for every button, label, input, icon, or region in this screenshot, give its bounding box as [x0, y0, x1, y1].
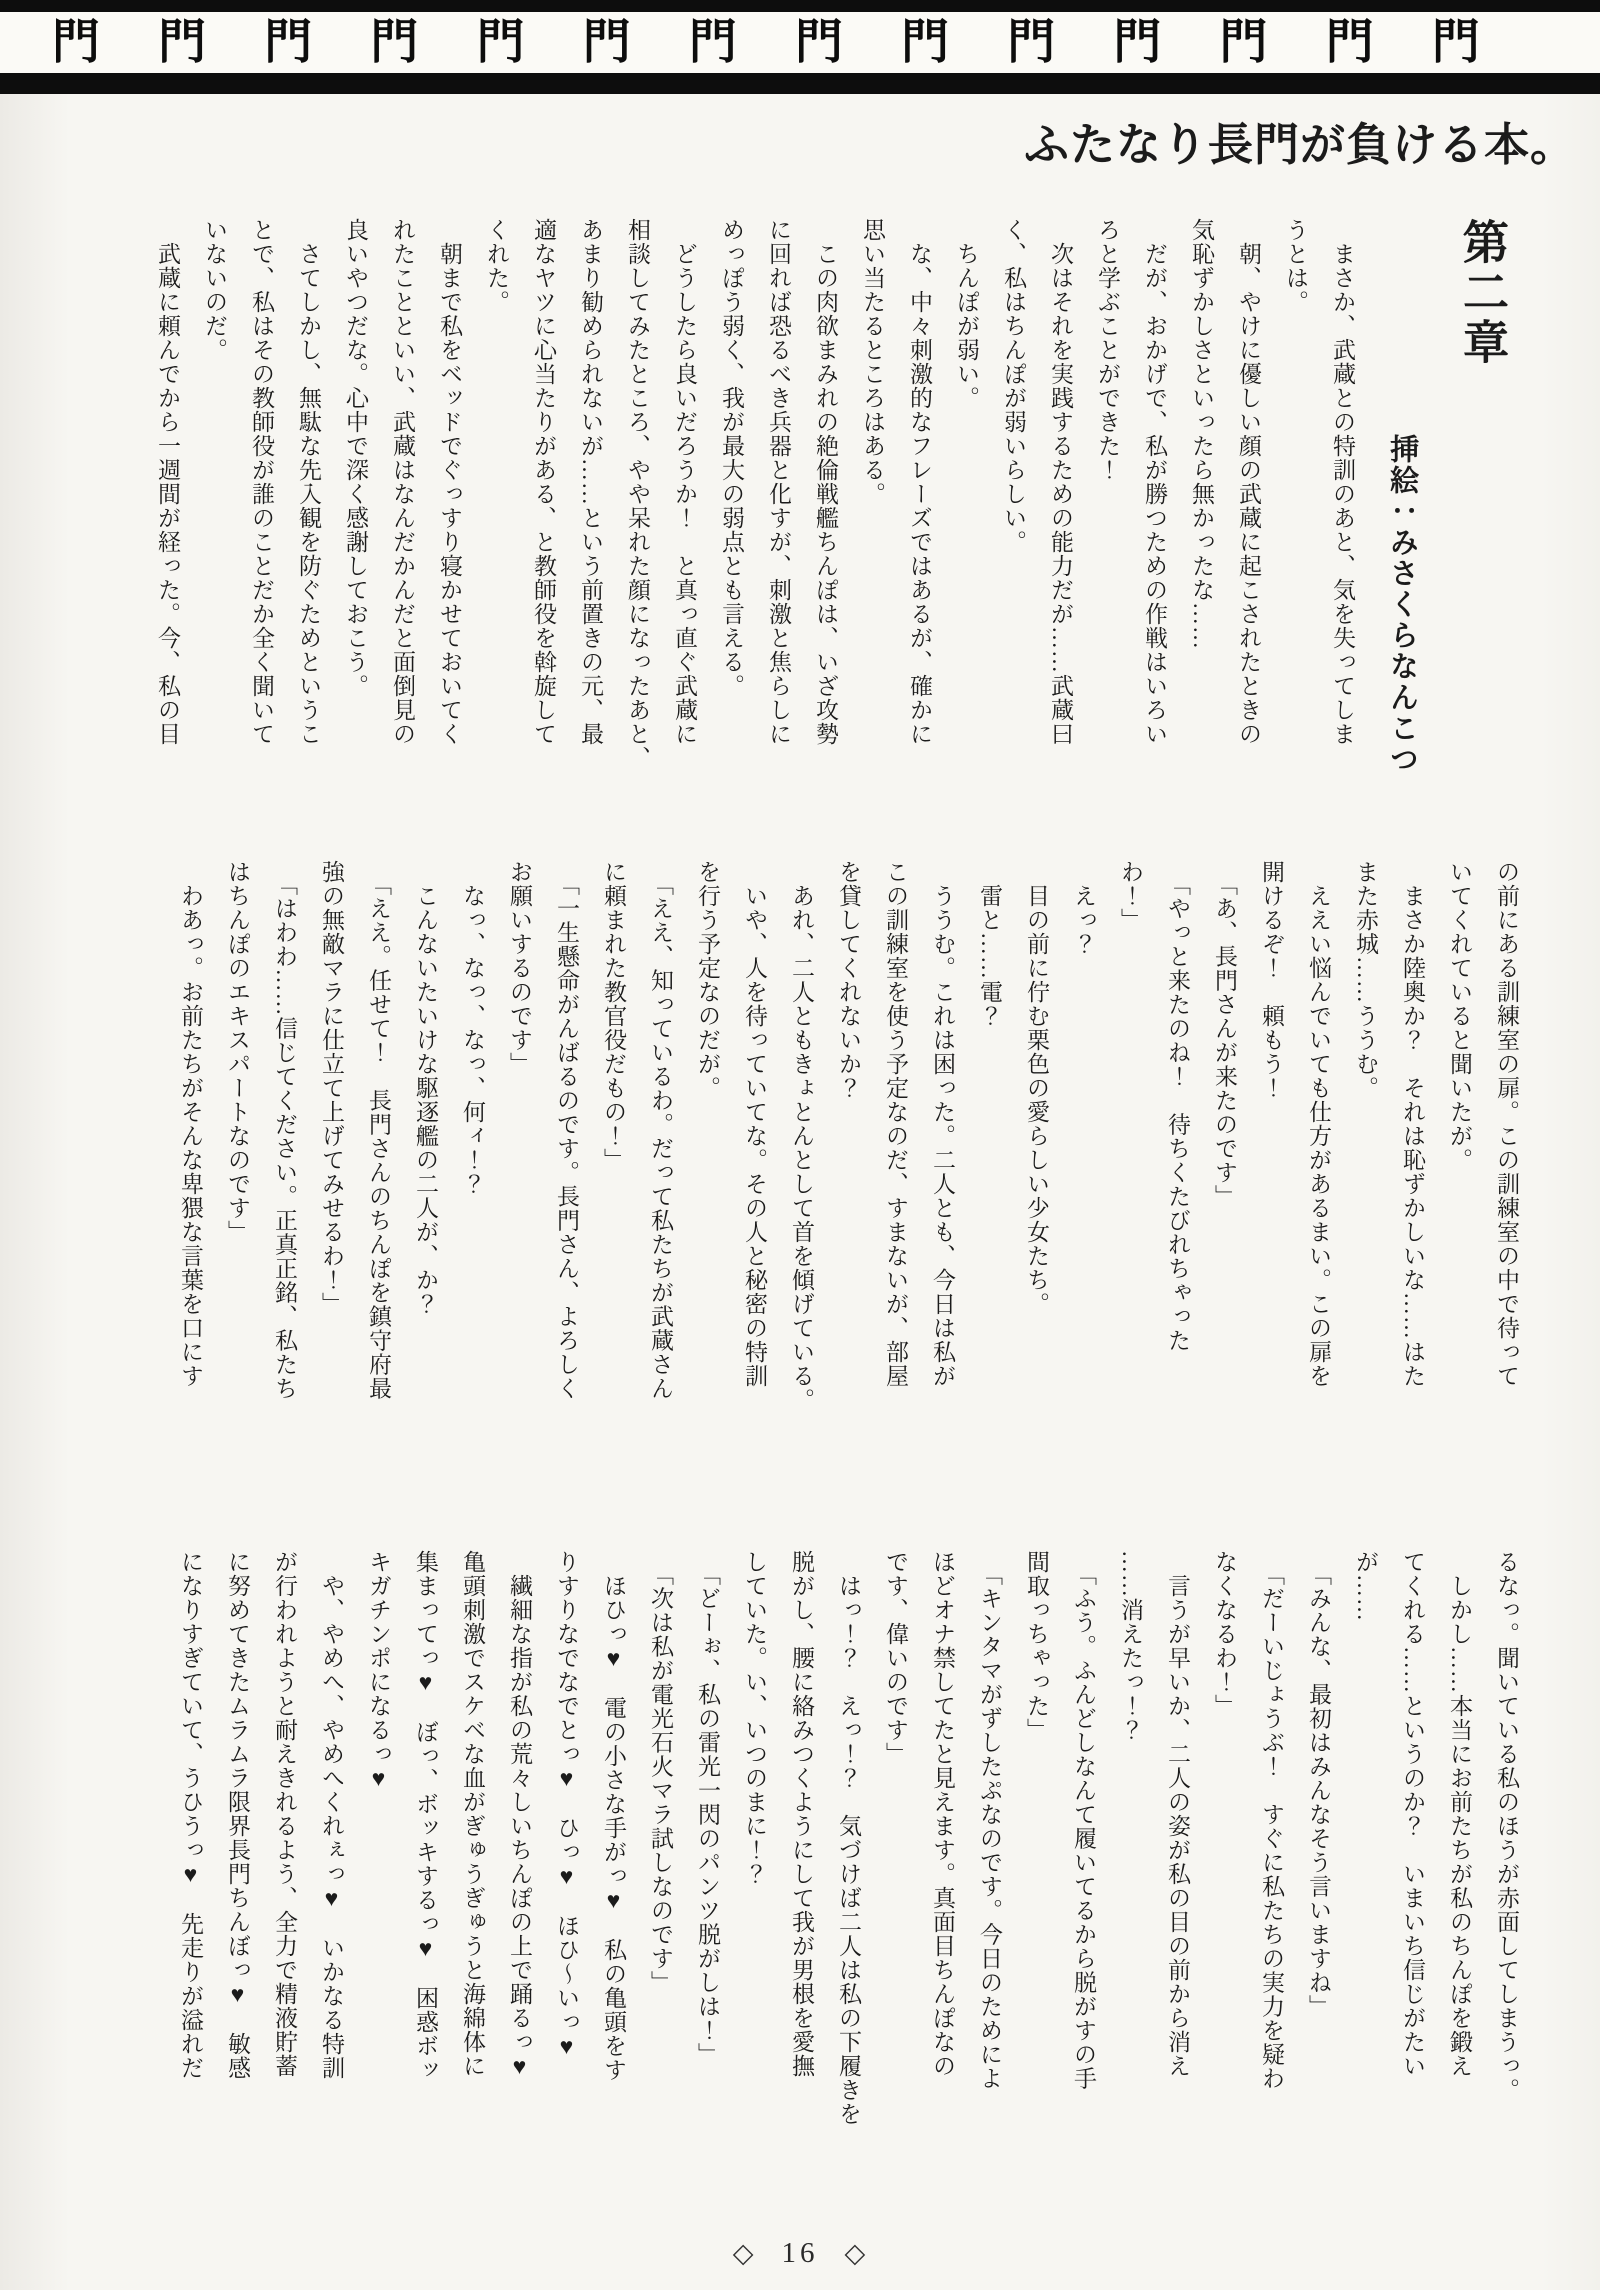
text-column: てくれる……というのか？ いまいち信じがたい: [1400, 1550, 1425, 2078]
ornamental-header-band: [0, 0, 1600, 94]
text-column: また赤城……ううむ。: [1353, 860, 1378, 1100]
text-column: ううむ。これは困った。二人とも、今日は私が: [930, 860, 955, 1388]
text-column: 亀頭刺激でスケベな血がぎゅうぎゅうと海綿体に: [460, 1550, 485, 2078]
text-column: していた。い、いつのまに！？: [742, 1550, 767, 1886]
kamon-gate-glyph: 門: [264, 15, 313, 69]
text-column: なっ、なっ、なっ、何ィ！？: [460, 860, 485, 1196]
kamon-gate-glyph: 門: [1219, 15, 1268, 69]
text-column: 開けるぞ！ 頼もう！: [1259, 860, 1284, 1100]
text-column: 「ふう。ふんどしなんて履いてるから脱がすの手: [1071, 1550, 1096, 2091]
kamon-gate-glyph: 門: [1007, 15, 1056, 69]
text-column: うとは。: [1283, 218, 1308, 314]
text-column: 「だーいじょうぶ！ すぐに私たちの実力を疑わ: [1259, 1550, 1284, 2091]
text-column: 良いやつだな。心中で深く感謝しておこう。: [343, 218, 368, 698]
text-column: 集まってっ♥ ぼっ、ボッキするっ♥ 困惑ボッ: [413, 1550, 438, 2082]
text-column: 目の前に佇む栗色の愛らしい少女たち。: [1024, 860, 1049, 1316]
text-column: 朝まで私をベッドでぐっすり寝かせておいてく: [437, 218, 462, 746]
text-column: 気恥ずかしさといったら無かったな……: [1189, 218, 1214, 650]
text-column: ええい悩んでいても仕方があるまい。この扉を: [1306, 860, 1331, 1388]
text-column: この肉欲まみれの絶倫戦艦ちんぽは、いざ攻勢: [813, 218, 838, 746]
kamon-gate-glyph: 門: [794, 15, 843, 69]
text-column: くれた。: [484, 218, 509, 314]
text-column: や、やめへ、やめへくれぇっ♥ いかなる特訓: [319, 1550, 344, 2080]
text-column: はっ！？ えっ！？ 気づけば二人は私の下履きを: [836, 1550, 861, 2126]
kamon-gate-glyph: 門: [1113, 15, 1162, 69]
kamon-gate-glyph: 門: [158, 15, 207, 69]
text-column: 「一生懸命がんばるのです。長門さん、よろしく: [554, 860, 579, 1401]
text-column: まさか陸奥か？ それは恥ずかしいな……はた: [1400, 860, 1425, 1388]
text-column: が行われようと耐えきれるよう、全力で精液貯蓄: [272, 1550, 297, 2078]
text-column: キガチンポになるっ♥: [366, 1550, 391, 1792]
text-column: しかし……本当にお前たちが私のちんぽを鍛え: [1447, 1550, 1472, 2078]
text-column: いないのだ。: [202, 218, 227, 362]
illustrator-credit: 挿絵：みさくらなんこつ: [1386, 434, 1418, 775]
kamon-gate-glyph: 門: [582, 15, 631, 69]
text-column: く、私はちんぽが弱いらしい。: [1001, 218, 1026, 554]
text-column: ほどオナ禁してたと見えます。真面目ちんぽなの: [930, 1550, 955, 2078]
text-column: に頼まれた教官役だもの！」: [601, 860, 626, 1172]
text-column: 強の無敵マラに仕立て上げてみせるわ！」: [319, 860, 344, 1316]
text-column: 「次は私が電光石火マラ試しなのです」: [648, 1550, 673, 1995]
text-column: 「キンタマがずしたぷなのです。今日のためによ: [977, 1550, 1002, 2091]
text-column: 「どーぉ、私の雷光一閃のパンツ脱がしは！」: [695, 1550, 720, 2067]
text-column: あまり勧められないが……という前置きの元、最: [578, 218, 603, 746]
diamond-ornament-right: ◇: [844, 2238, 868, 2268]
text-column: ほひっ♥ 電の小さな手がっ♥ 私の亀頭をす: [601, 1550, 626, 2082]
text-column: 次はそれを実践するための能力だが……武蔵曰: [1048, 218, 1073, 746]
kamon-gate-glyph: 門: [1431, 15, 1480, 69]
text-column: まさか、武蔵との特訓のあと、気を失ってしま: [1330, 218, 1355, 746]
text-column: 「ええ、知っているわ。だって私たちが武蔵さん: [648, 860, 673, 1401]
text-column: 繊細な指が私の荒々しいちんぽの上で踊るっ♥: [507, 1550, 532, 2080]
text-column: 「やっと来たのね！ 待ちくたびれちゃった: [1165, 860, 1190, 1353]
text-column: 言うが早いか、二人の姿が私の目の前から消え: [1165, 1550, 1190, 2078]
kamon-gate-glyph: 門: [370, 15, 419, 69]
text-column: りすりなでなでとっ♥ ひっ♥ ほひ〜いっ♥: [554, 1550, 579, 2060]
text-column: に回れば恐るべき兵器と化すが、刺激と焦らしに: [766, 218, 791, 746]
text-column: 雷と……電？: [977, 860, 1002, 1028]
text-column: 「ええ。任せて！ 長門さんのちんぽを鎮守府最: [366, 860, 391, 1401]
text-column: 相談してみたところ、やや呆れた顔になったあと、: [625, 218, 650, 770]
text-column: なくなるわ！」: [1212, 1550, 1237, 1718]
text-column: 思い当たるところはある。: [860, 218, 885, 506]
text-column: わあっ。お前たちがそんな卑猥な言葉を口にす: [178, 860, 203, 1388]
text-column: に努めてきたムラムラ限界長門ちんぼっ♥ 敏感: [225, 1550, 250, 2080]
kamon-glyph-row: [0, 12, 1600, 73]
text-column: さてしかし、無駄な先入観を防ぐためというこ: [296, 218, 321, 746]
text-column: ちんぽが弱い。: [954, 218, 979, 410]
text-column: るなっ。聞いている私のほうが赤面してしまうっ。: [1494, 1550, 1519, 2102]
text-column: れたことといい、武蔵はなんだかんだと面倒見の: [390, 218, 415, 746]
text-column: な、中々刺激的なフレーズではあるが、確かに: [907, 218, 932, 746]
text-column: とで、私はその教師役が誰のことだか全く聞いて: [249, 218, 274, 746]
text-band-1: [60, 218, 1530, 800]
text-column: を行う予定なのだが。: [695, 860, 720, 1100]
text-column: 適なヤツに心当たりがある、と教師役を斡旋して: [531, 218, 556, 746]
text-column: 朝、やけに優しい顔の武蔵に起こされたときの: [1236, 218, 1261, 746]
text-column: お願いするのです」: [507, 860, 532, 1076]
text-column: いや、人を待っていてな。その人と秘密の特訓: [742, 860, 767, 1388]
kamon-gate-glyph: 門: [688, 15, 737, 69]
text-column: いてくれていると聞いたが。: [1447, 860, 1472, 1172]
text-column: えっ？: [1071, 860, 1096, 956]
text-column: を貸してくれないか？: [836, 860, 861, 1100]
text-column: めっぽう弱く、我が最大の弱点とも言える。: [719, 218, 744, 698]
kamon-gate-glyph: 門: [1325, 15, 1374, 69]
text-column: 「みんな、最初はみんなそう言いますね」: [1306, 1550, 1331, 2019]
book-title: ふたなり長門が負ける本。: [1023, 120, 1576, 170]
page-footer: [0, 2237, 1600, 2270]
text-column: 脱がし、腰に絡みつくようにして我が男根を愛撫: [789, 1550, 814, 2078]
text-band-2: [60, 860, 1530, 1444]
text-column: はちんぽのエキスパートなのです」: [225, 860, 250, 1244]
kamon-gate-glyph: 門: [476, 15, 525, 69]
text-column: この訓練室を使う予定なのだ、すまないが、部屋: [883, 860, 908, 1388]
text-column: こんないたいけな駆逐艦の二人が、か？: [413, 860, 438, 1316]
text-column: になりすぎていて、うひうっ♥ 先走りが溢れだ: [178, 1550, 203, 2080]
kamon-gate-glyph: 門: [52, 15, 101, 69]
text-column: ……消えたっ！？: [1118, 1550, 1143, 1742]
text-column: です、偉いのです」: [883, 1550, 908, 1766]
diamond-ornament-left: ◇: [732, 2238, 756, 2268]
text-column: 武蔵に頼んでから一週間が経った。今、私の目: [155, 218, 180, 746]
page-number: 16: [781, 2237, 819, 2269]
text-column: ろと学ぶことができた！: [1095, 218, 1120, 482]
text-column: あれ、二人ともきょとんとして首を傾げている。: [789, 860, 814, 1412]
text-column: 「あ、長門さんが来たのです」: [1212, 860, 1237, 1209]
text-column: わ！」: [1118, 860, 1143, 932]
chapter-heading: 第二章: [1457, 218, 1508, 368]
text-column: 「はわわ……信じてください。正真正銘、私たち: [272, 860, 297, 1401]
text-column: の前にある訓練室の扉。この訓練室の中で待って: [1494, 860, 1519, 1388]
text-band-3: [60, 1550, 1530, 2138]
text-column: 間取っちゃった」: [1024, 1550, 1049, 1742]
text-column: だが、おかげで、私が勝つための作戦はいろい: [1142, 218, 1167, 746]
text-column: が……: [1353, 1550, 1378, 1622]
text-column: どうしたら良いだろうか！ と真っ直ぐ武蔵に: [672, 218, 697, 746]
kamon-gate-glyph: 門: [901, 15, 950, 69]
